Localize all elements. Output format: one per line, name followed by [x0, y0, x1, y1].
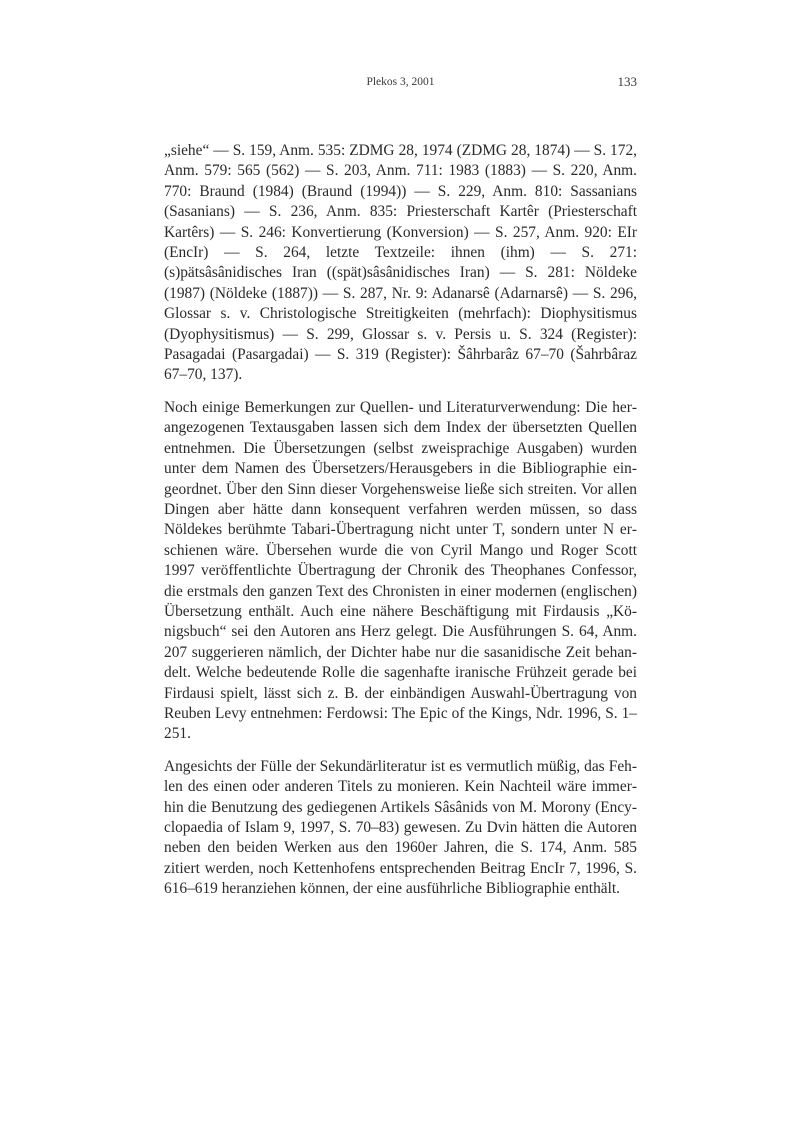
paragraph-sources: Noch einige Bemerkungen zur Quellen- und Literaturverwendung: Die herangezogenen Textausgaben lassen sich dem Index der übersetzten Quellen entnehmen. Die Übersetzungen (selbst zweisprachige Ausgaben) wurden unter dem Namen des Übersetzers/Herausgebers in die Bibliographie eingeordnet. Über den Sinn dieser Vorgehensweise ließe sich streiten. Vor allen Dingen aber hätte dann konsequent verfahren werden müssen, so dass Nöldekes berühmte Tabari-Übertragung nicht unter T, sondern unter N erschienen wäre. Übersehen wurde die von Cyril Mango und Roger Scott 1997 veröffentlichte Übertragung der Chronik des Theophanes Confessor, die erstmals den ganzen Text des Chronisten in einer modernen (englischen) Übersetzung enthält. Auch eine nähere Beschäftigung mit Firdausis „Königsbuch“ sei den Autoren ans Herz gelegt. Die Ausführungen S. 64, Anm. 207 suggerieren nämlich, der Dichter habe nur die sasanidische Zeit behandelt. Welche bedeutende Rolle die sagenhafte iranische Frühzeit gerade bei Firdausi spielt, lässt sich z. B. der einbändigen Auswahl-Übertragung von Reuben Levy entnehmen: Ferdowsi: The Epic of the Kings, Ndr. 1996, S. 1–251.: [164, 398, 637, 743]
paragraph-secondary-literature: Angesichts der Fülle der Sekundärliteratur ist es vermutlich müßig, das Fehlen des einen oder anderen Titels zu monieren. Kein Nachteil wäre immerhin die Benutzung des gediegenen Artikels Sâsânids von M. Morony (Encyclopaedia of Islam 9, 1997, S. 70–83) gewesen. Zu Dvin hätten die Autoren neben den beiden Werken aus den 1960er Jahren, die S. 174, Anm. 585 zitiert werden, noch Kettenhofens entsprechenden Beitrag EncIr 7, 1996, S. 616–619 heranziehen können, der eine ausführliche Bibliographie enthält.: [164, 757, 637, 898]
page-number: 133: [617, 74, 637, 89]
page-header: [164, 74, 637, 92]
body-text: [164, 141, 637, 900]
running-title: Plekos 3, 2001: [366, 76, 435, 88]
paragraph-errata: „siehe“ — S. 159, Anm. 535: ZDMG 28, 1974 (ZDMG 28, 1874) — S. 172, Anm. 579: 565 (562) — S. 203, Anm. 711: 1983 (1883) — S. 220, Anm. 770: Braund (1984) (Braund (1994)) — S. 229, Anm. 810: Sassanians (Sasanians) — S. 236, Anm. 835: Priesterschaft Kartêr (Priesterschaft Kartêrs) — S. 246: Konvertierung (Konversion) — S. 257, Anm. 920: EIr (EncIr) — S. 264, letzte Textzeile: ihnen (ihm) — S. 271: (s)pätsâsânidisches Iran ((spät)sâsânidisches Iran) — S. 281: Nöldeke (1987) (Nöldeke (1887)) — S. 287, Nr. 9: Adanarsê (Adarnarsê) — S. 296, Glossar s. v. Christologische Streitigkeiten (mehrfach): Diophysitismus (Dyophysitismus) — S. 299, Glossar s. v. Persis u. S. 324 (Register): Pasagadai (Pasargadai) — S. 319 (Register): Šâhrbarâz 67–70 (Šahrbâraz 67–70, 137).: [164, 142, 637, 384]
